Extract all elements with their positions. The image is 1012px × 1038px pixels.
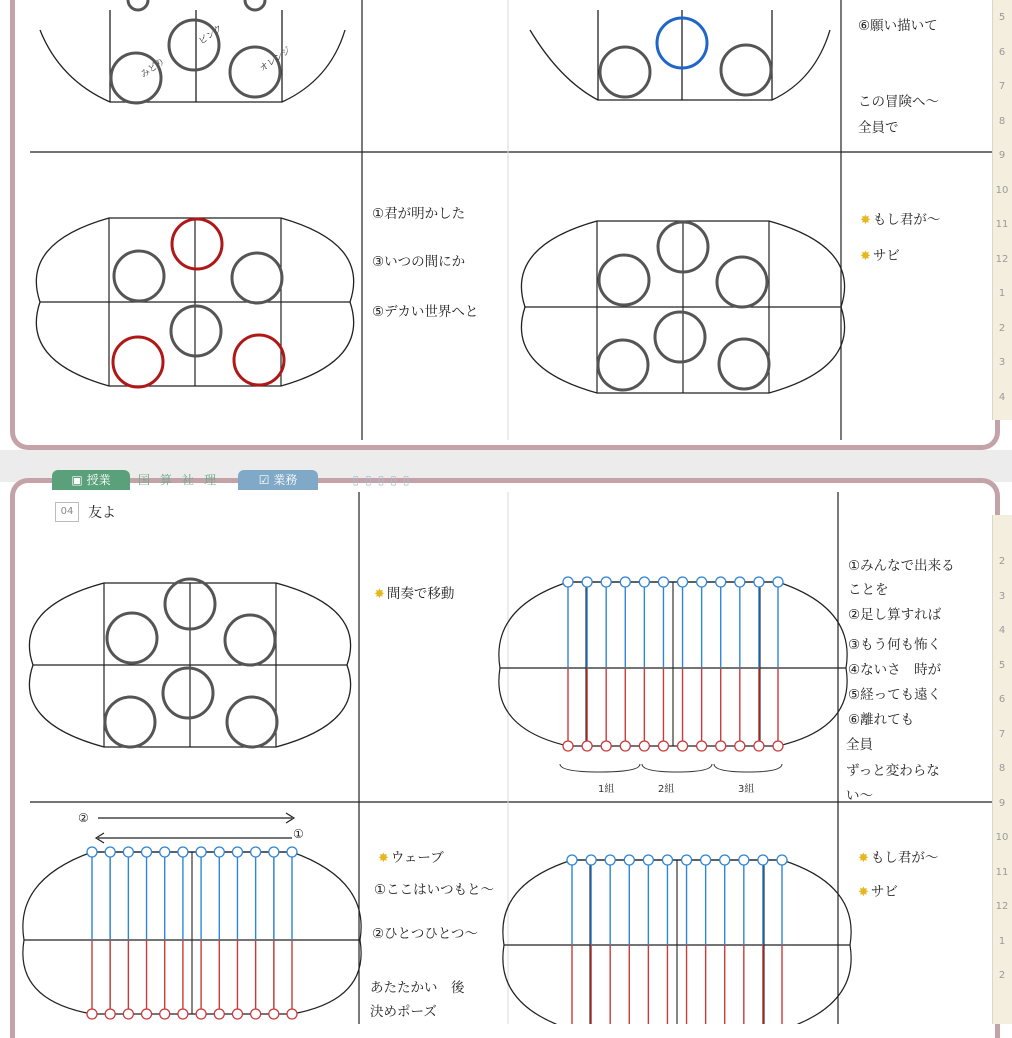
red-marker — [142, 1009, 152, 1019]
star-icon: ✸ — [860, 213, 871, 228]
tab-work[interactable]: ☑ 業務 — [238, 470, 318, 490]
month-tab[interactable]: 10 — [995, 832, 1009, 843]
red-marker — [678, 741, 688, 751]
note-text: あたたかい 後 — [370, 980, 465, 996]
red-marker — [214, 1009, 224, 1019]
position-circle — [111, 53, 161, 103]
note-text: ✸ サビ — [860, 248, 900, 264]
note-text: 決めポーズ — [370, 1004, 437, 1020]
note-text: ⑥願い描いて — [858, 18, 938, 34]
red-marker — [87, 1009, 97, 1019]
position-circle — [245, 0, 265, 10]
stage-outline — [40, 30, 345, 102]
red-marker — [287, 1009, 297, 1019]
month-tab[interactable]: 2 — [998, 970, 1006, 981]
month-tab[interactable]: 9 — [998, 797, 1006, 809]
blue-marker — [735, 577, 745, 587]
position-circle — [232, 253, 282, 303]
red-marker — [105, 1009, 115, 1019]
blue-marker — [682, 855, 692, 865]
tab-subject[interactable]: 算 — [159, 473, 172, 487]
class-icon: ▣ — [71, 473, 87, 487]
position-circle — [227, 697, 277, 747]
page-icons[interactable]: ▯▯▯▯▯ — [352, 473, 416, 487]
note-text: ④ないさ 時が — [848, 662, 942, 678]
red-marker — [754, 741, 764, 751]
blue-marker — [567, 855, 577, 865]
month-tab[interactable]: 8 — [998, 115, 1006, 127]
arrow-label: ② — [78, 811, 89, 825]
star-icon: ✸ — [374, 587, 385, 602]
stage-outline — [530, 30, 830, 100]
blue-marker — [773, 577, 783, 587]
blue-marker — [160, 847, 170, 857]
blue-marker — [214, 847, 224, 857]
month-tab[interactable]: 11 — [995, 866, 1009, 878]
blue-marker — [269, 847, 279, 857]
red-marker — [658, 741, 668, 751]
star-icon: ✸ — [378, 851, 389, 866]
blue-marker — [582, 577, 592, 587]
blue-marker — [87, 847, 97, 857]
note-text: ②足し算すれば — [848, 607, 942, 623]
group-label: 1組 — [598, 784, 615, 795]
red-marker — [160, 1009, 170, 1019]
month-tab[interactable]: 12 — [995, 901, 1009, 912]
circle-label: ピンク — [197, 23, 225, 48]
position-circle — [128, 0, 148, 10]
position-circle — [105, 697, 155, 747]
red-marker — [269, 1009, 279, 1019]
blue-marker — [232, 847, 242, 857]
position-circle — [655, 312, 705, 362]
position-circle — [230, 47, 280, 97]
month-tab[interactable]: 6 — [998, 694, 1006, 705]
note-text: ✸ もし君が〜 — [860, 212, 941, 228]
month-tab[interactable]: 1 — [998, 288, 1006, 299]
blue-marker — [643, 855, 653, 865]
position-circle — [169, 20, 219, 70]
red-marker — [196, 1009, 206, 1019]
blue-marker — [123, 847, 133, 857]
blue-marker — [758, 855, 768, 865]
group-brace — [714, 764, 782, 772]
note-text: ✸ 間奏で移動 — [374, 586, 455, 602]
blue-marker — [624, 855, 634, 865]
tab-subject[interactable]: 国 — [137, 473, 150, 487]
blue-marker — [658, 577, 668, 587]
month-tab[interactable]: 1 — [998, 935, 1006, 947]
blue-marker — [754, 577, 764, 587]
note-text: ①みんなで出来る — [848, 558, 955, 574]
month-tab[interactable]: 6 — [998, 46, 1006, 58]
blue-marker — [105, 847, 115, 857]
star-icon: ✸ — [860, 249, 871, 264]
group-brace — [642, 764, 712, 772]
position-circle — [599, 255, 649, 305]
month-tab[interactable]: 5 — [998, 12, 1006, 23]
blue-marker — [777, 855, 787, 865]
group-label: 3組 — [738, 784, 755, 795]
circle-label: みどり — [139, 56, 168, 81]
note-text: ことを — [848, 582, 889, 598]
red-marker — [232, 1009, 242, 1019]
position-circle — [600, 47, 650, 97]
red-marker — [735, 741, 745, 751]
note-text: ①ここはいつもと〜 — [374, 882, 495, 898]
red-marker — [697, 741, 707, 751]
position-circle — [234, 335, 284, 385]
group-brace — [560, 764, 640, 772]
month-tab[interactable]: 7 — [998, 81, 1006, 92]
note-text: ⑤経っても遠く — [848, 687, 942, 703]
blue-marker — [716, 577, 726, 587]
month-tab[interactable]: 5 — [998, 659, 1006, 671]
red-marker — [773, 741, 783, 751]
blue-marker — [586, 855, 596, 865]
blue-marker — [720, 855, 730, 865]
month-tab[interactable]: 11 — [995, 219, 1009, 230]
blue-marker — [701, 855, 711, 865]
month-tab[interactable]: 4 — [998, 391, 1006, 403]
month-tab[interactable]: 7 — [998, 728, 1006, 740]
circle-label: オレンジ — [258, 45, 294, 75]
blue-marker — [620, 577, 630, 587]
month-tab[interactable]: 9 — [998, 150, 1006, 161]
position-circle — [717, 257, 767, 307]
month-tab[interactable]: 2 — [998, 556, 1006, 567]
checkbox-icon: ☑ — [258, 473, 274, 487]
note-text: 全員 — [846, 737, 873, 753]
red-marker — [178, 1009, 188, 1019]
red-marker — [563, 741, 573, 751]
red-marker — [639, 741, 649, 751]
note-text: ⑥離れても — [848, 712, 915, 728]
month-tab[interactable]: 3 — [998, 590, 1006, 602]
note-text: ✸ ウェーブ — [378, 850, 444, 866]
star-icon: ✸ — [858, 885, 869, 900]
red-marker — [123, 1009, 133, 1019]
position-circle — [107, 613, 157, 663]
page-title: 友よ — [88, 505, 116, 521]
blue-marker — [697, 577, 707, 587]
position-circle — [598, 340, 648, 390]
note-text: ⑤デカい世界へと — [372, 304, 479, 320]
red-marker — [582, 741, 592, 751]
blue-marker — [178, 847, 188, 857]
blue-marker — [287, 847, 297, 857]
position-circle — [163, 668, 213, 718]
blue-marker — [142, 847, 152, 857]
blue-marker — [678, 577, 688, 587]
blue-marker — [196, 847, 206, 857]
blue-marker — [563, 577, 573, 587]
note-text: この冒険へ〜 — [858, 94, 939, 110]
red-marker — [601, 741, 611, 751]
red-marker — [716, 741, 726, 751]
position-circle — [721, 45, 771, 95]
red-marker — [620, 741, 630, 751]
group-label: 2組 — [658, 784, 675, 795]
red-marker — [251, 1009, 261, 1019]
blue-marker — [639, 577, 649, 587]
page-number: 04 — [55, 502, 79, 522]
blue-marker — [605, 855, 615, 865]
note-text: 全員で — [858, 120, 899, 136]
note-text: い〜 — [846, 788, 873, 804]
blue-marker — [601, 577, 611, 587]
month-tab[interactable]: 8 — [998, 763, 1006, 774]
tab-subject[interactable]: 理 — [203, 473, 216, 487]
note-text: ✸ サビ — [858, 884, 898, 900]
blue-marker — [662, 855, 672, 865]
month-tab[interactable]: 10 — [995, 184, 1009, 196]
arrow-label: ① — [293, 827, 304, 841]
month-tab[interactable]: 2 — [998, 322, 1006, 334]
note-text: ずっと変わらな — [846, 763, 940, 779]
position-circle — [225, 615, 275, 665]
position-circle — [114, 251, 164, 301]
star-icon: ✸ — [858, 851, 869, 866]
note-text: ✸ もし君が〜 — [858, 850, 939, 866]
month-tab[interactable]: 12 — [995, 253, 1009, 265]
position-circle — [719, 339, 769, 389]
note-text: ②ひとつひとつ〜 — [372, 926, 479, 942]
note-text: ③もう何も怖く — [848, 637, 942, 653]
position-circle — [113, 337, 163, 387]
month-tab[interactable]: 3 — [998, 357, 1006, 368]
note-text: ①君が明かした — [372, 206, 466, 222]
position-circle — [171, 306, 221, 356]
tab-class[interactable]: ▣ 授業 — [52, 470, 130, 490]
note-text: ③いつの間にか — [372, 254, 466, 270]
position-circle — [172, 219, 222, 269]
tab-subject[interactable]: 社 — [181, 473, 194, 487]
blue-marker — [251, 847, 261, 857]
month-tab[interactable]: 4 — [998, 625, 1006, 636]
blue-marker — [739, 855, 749, 865]
